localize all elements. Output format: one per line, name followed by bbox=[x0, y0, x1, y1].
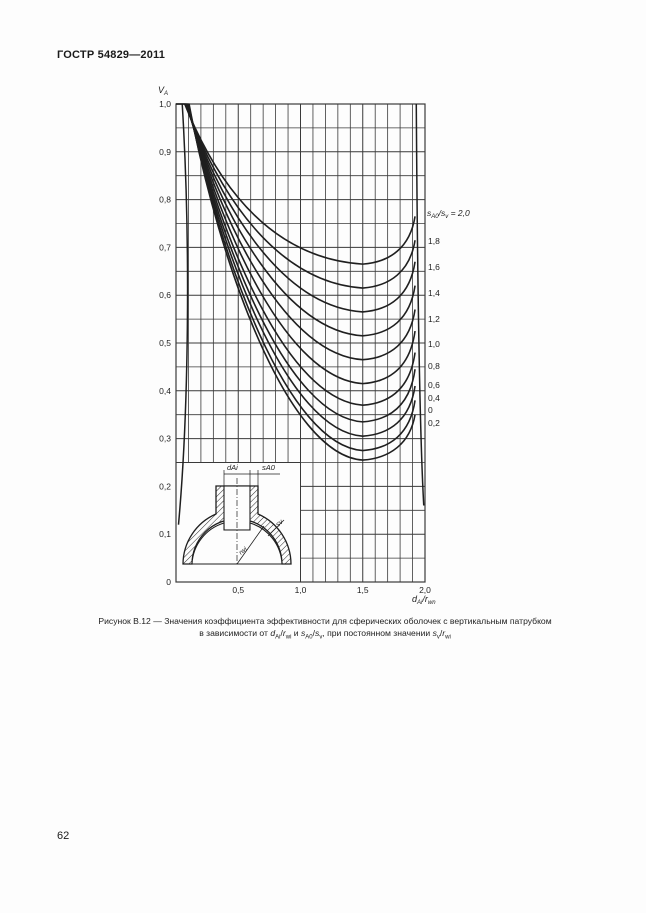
legend-title-slash: /s bbox=[438, 208, 446, 218]
curve-envelope-left bbox=[178, 104, 187, 525]
nozzle-inset-diagram bbox=[183, 463, 291, 564]
inset-label-sa0: sA0 bbox=[262, 463, 275, 472]
y-axis-label-sub: A bbox=[164, 91, 169, 97]
curve-label-0-6: 0,6 bbox=[428, 380, 440, 390]
legend-title-val: = 2,0 bbox=[448, 208, 470, 218]
curve-label-1-4: 1,4 bbox=[428, 288, 440, 298]
caption-var-r: r bbox=[282, 628, 286, 638]
caption-prefix: в зависимости от bbox=[199, 628, 271, 638]
curve-label-0-2: 0,2 bbox=[428, 418, 440, 428]
curve-0-4 bbox=[188, 104, 415, 436]
legend-title-sub1: A0 bbox=[431, 214, 439, 220]
inset-label-dai: dAi bbox=[227, 463, 238, 472]
curve-label-1-6: 1,6 bbox=[428, 262, 440, 272]
legend-title: $s_{A0}/s_v = 2,0$ bbox=[427, 208, 470, 220]
y-tick-label: 0,3 bbox=[159, 433, 171, 444]
y-axis-label: $V_A$ bbox=[158, 85, 169, 97]
page-number: 62 bbox=[57, 830, 70, 842]
x-tick-label: 0,5 bbox=[232, 585, 245, 595]
caption-line-1: Рисунок В.12 — Значения коэффициента эффективности для сферических оболочек с вертикальным патрубком bbox=[98, 616, 552, 626]
curve-label-1-2: 1,2 bbox=[428, 314, 440, 324]
y-tick-label: 0,2 bbox=[159, 481, 171, 492]
document-header: ГОСТР 54829—2011 bbox=[57, 49, 166, 61]
curve-label-1-8: 1,8 bbox=[428, 236, 440, 246]
inset-label-rwi: rwi bbox=[237, 545, 249, 557]
curve-label-0: 0 bbox=[428, 405, 433, 415]
caption-sub-wi: wi bbox=[285, 634, 292, 641]
curve-0-2 bbox=[189, 104, 415, 460]
curve-label-1-0: 1,0 bbox=[428, 339, 440, 349]
x-tick-label: 1,5 bbox=[356, 585, 369, 595]
caption-sub-ai: Ai bbox=[275, 634, 281, 641]
caption-var-r2: r bbox=[442, 628, 446, 638]
caption-var-s: s bbox=[301, 628, 306, 638]
x-tick-label: 2,0 bbox=[419, 585, 431, 595]
caption-sub-a0: A0 bbox=[305, 634, 313, 641]
y-tick-label: 1,0 bbox=[159, 99, 171, 109]
chart-grid bbox=[176, 104, 425, 582]
curve-label-0-4: 0,4 bbox=[428, 393, 440, 403]
legend-title-sub2: v bbox=[445, 214, 449, 220]
x-tick-label: 1,0 bbox=[294, 585, 307, 595]
inset-label-sv: sv bbox=[274, 518, 285, 529]
y-tick-label: 0,5 bbox=[159, 338, 171, 348]
x-axis-label-sub1: Ai bbox=[417, 600, 423, 606]
y-tick-label: 0,7 bbox=[159, 242, 171, 253]
x-axis-label-sub2: wn bbox=[427, 600, 436, 606]
curve-0-8 bbox=[187, 104, 415, 405]
origin-label: 0 bbox=[166, 577, 171, 587]
caption-mid-1: и bbox=[291, 628, 301, 638]
y-tick-label: 0,8 bbox=[159, 194, 171, 205]
x-axis-label-slash: /r bbox=[422, 594, 428, 604]
y-tick-label: 0,1 bbox=[159, 529, 171, 540]
y-tick-label: 0,6 bbox=[159, 290, 171, 301]
caption-line-2: в зависимости от $d_{Ai}/r_{wi}$ и $s_{A0}/s_v$, при постоянном значении $s_v/r_{wi}$ bbox=[199, 628, 451, 641]
caption-var-sv: s bbox=[315, 628, 320, 638]
caption-var-d: d bbox=[270, 628, 276, 638]
figure-caption bbox=[60, 615, 590, 644]
caption-sub-v2: v bbox=[436, 634, 440, 641]
caption-mid-2: , при постоянном значении bbox=[322, 628, 433, 638]
y-tick-label: 0,9 bbox=[159, 146, 171, 157]
caption-sub-wi2: wi bbox=[445, 634, 451, 641]
curve-label-0-8: 0,8 bbox=[428, 361, 440, 371]
caption-var-s2: s bbox=[432, 628, 437, 638]
caption-sub-v: v bbox=[319, 634, 323, 641]
x-axis-label: $d_{Ai}/r_{wn}$ bbox=[412, 594, 436, 606]
y-tick-label: 0,4 bbox=[159, 385, 171, 396]
curve-boundary-right bbox=[416, 104, 423, 506]
curve-0 bbox=[189, 104, 415, 451]
